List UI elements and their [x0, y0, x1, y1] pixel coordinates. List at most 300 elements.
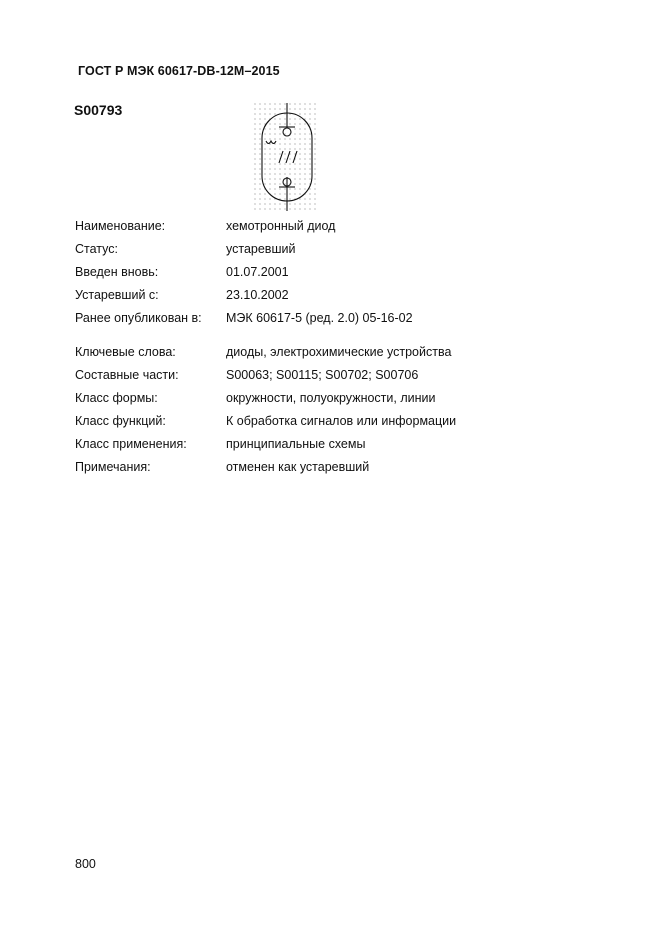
- grid-dot: [294, 138, 295, 139]
- grid-dot: [299, 178, 300, 179]
- grid-dot: [274, 173, 275, 174]
- grid-dot: [304, 198, 305, 199]
- grid-dot: [264, 178, 265, 179]
- grid-dot: [254, 188, 255, 189]
- grid-dot: [309, 113, 310, 114]
- grid-dot: [309, 108, 310, 109]
- grid-dot: [254, 168, 255, 169]
- grid-dot: [279, 148, 280, 149]
- grid-dot: [259, 103, 260, 104]
- grid-dot: [259, 208, 260, 209]
- grid-dot: [274, 163, 275, 164]
- grid-dot: [279, 143, 280, 144]
- grid-dot: [314, 138, 315, 139]
- grid-dot: [289, 123, 290, 124]
- grid-dot: [299, 193, 300, 194]
- field-value: 23.10.2002: [226, 288, 289, 302]
- grid-dot: [279, 208, 280, 209]
- grid-dot: [299, 103, 300, 104]
- grid-dot: [314, 183, 315, 184]
- grid-dots: [254, 103, 315, 209]
- field-label: Ранее опубликован в:: [75, 311, 202, 325]
- grid-dot: [304, 158, 305, 159]
- grid-dot: [264, 118, 265, 119]
- grid-dot: [289, 208, 290, 209]
- grid-dot: [264, 203, 265, 204]
- grid-dot: [294, 148, 295, 149]
- grid-dot: [304, 153, 305, 154]
- grid-dot: [294, 123, 295, 124]
- grid-dot: [254, 198, 255, 199]
- grid-dot: [304, 123, 305, 124]
- grid-dot: [314, 208, 315, 209]
- grid-dot: [264, 158, 265, 159]
- grid-dot: [264, 168, 265, 169]
- field-row: [75, 288, 595, 304]
- field-row: [75, 265, 595, 281]
- grid-dot: [289, 118, 290, 119]
- grid-dot: [309, 193, 310, 194]
- grid-dot: [269, 123, 270, 124]
- grid-dot: [254, 128, 255, 129]
- slash-1: [279, 151, 283, 163]
- grid-dot: [299, 123, 300, 124]
- grid-dot: [259, 188, 260, 189]
- grid-dot: [254, 193, 255, 194]
- grid-dot: [284, 203, 285, 204]
- field-value: S00063; S00115; S00702; S00706: [226, 368, 419, 382]
- grid-dot: [299, 163, 300, 164]
- grid-dot: [254, 203, 255, 204]
- grid-dot: [254, 183, 255, 184]
- field-label: Класс применения:: [75, 437, 187, 451]
- grid-dot: [254, 108, 255, 109]
- grid-dot: [274, 158, 275, 159]
- grid-dot: [309, 143, 310, 144]
- field-row: [75, 391, 595, 407]
- grid-dot: [274, 153, 275, 154]
- grid-dot: [269, 163, 270, 164]
- grid-dot: [254, 158, 255, 159]
- grid-dot: [314, 123, 315, 124]
- grid-dot: [284, 138, 285, 139]
- grid-dot: [299, 148, 300, 149]
- grid-dot: [299, 128, 300, 129]
- grid-dot: [304, 113, 305, 114]
- grid-dot: [314, 133, 315, 134]
- grid-dot: [294, 118, 295, 119]
- grid-dot: [294, 163, 295, 164]
- grid-dot: [284, 153, 285, 154]
- grid-dot: [264, 153, 265, 154]
- grid-dot: [254, 208, 255, 209]
- grid-dot: [254, 163, 255, 164]
- grid-dot: [314, 153, 315, 154]
- grid-dot: [269, 198, 270, 199]
- grid-dot: [274, 113, 275, 114]
- grid-dot: [314, 118, 315, 119]
- chemotronic-diode-symbol-icon: [252, 101, 322, 213]
- grid-dot: [299, 138, 300, 139]
- grid-dot: [259, 158, 260, 159]
- field-value: МЭК 60617-5 (ред. 2.0) 05-16-02: [226, 311, 413, 325]
- grid-dot: [284, 173, 285, 174]
- grid-dot: [279, 163, 280, 164]
- grid-dot: [254, 148, 255, 149]
- grid-dot: [294, 188, 295, 189]
- grid-dot: [294, 103, 295, 104]
- grid-dot: [289, 163, 290, 164]
- grid-dot: [259, 138, 260, 139]
- grid-dot: [279, 108, 280, 109]
- grid-dot: [289, 158, 290, 159]
- grid-dot: [279, 118, 280, 119]
- field-value: К обработка сигналов или информации: [226, 414, 457, 428]
- grid-dot: [299, 118, 300, 119]
- field-value: отменен как устаревший: [226, 460, 370, 474]
- grid-dot: [289, 103, 290, 104]
- grid-dot: [274, 128, 275, 129]
- grid-dot: [274, 138, 275, 139]
- grid-dot: [279, 203, 280, 204]
- grid-dot: [294, 108, 295, 109]
- grid-dot: [314, 203, 315, 204]
- grid-dot: [304, 168, 305, 169]
- grid-dot: [264, 208, 265, 209]
- grid-dot: [259, 118, 260, 119]
- grid-dot: [254, 153, 255, 154]
- grid-dot: [294, 183, 295, 184]
- grid-dot: [304, 148, 305, 149]
- field-label: Примечания:: [75, 460, 151, 474]
- grid-dot: [264, 143, 265, 144]
- field-label: Составные части:: [75, 368, 179, 382]
- grid-dot: [259, 143, 260, 144]
- grid-dot: [314, 188, 315, 189]
- grid-dot: [264, 138, 265, 139]
- grid-dot: [294, 168, 295, 169]
- grid-dot: [289, 188, 290, 189]
- grid-dot: [254, 103, 255, 104]
- field-label: Устаревший с:: [75, 288, 159, 302]
- grid-dot: [264, 108, 265, 109]
- field-value: 01.07.2001: [226, 265, 289, 279]
- field-row: [75, 242, 595, 258]
- grid-dot: [274, 178, 275, 179]
- grid-dot: [314, 198, 315, 199]
- grid-dot: [259, 193, 260, 194]
- grid-dot: [299, 183, 300, 184]
- grid-dot: [269, 128, 270, 129]
- grid-dot: [269, 138, 270, 139]
- grid-dot: [279, 123, 280, 124]
- grid-dot: [309, 188, 310, 189]
- wave-mark: [266, 141, 276, 144]
- grid-dot: [289, 143, 290, 144]
- grid-dot: [314, 128, 315, 129]
- grid-dot: [284, 103, 285, 104]
- grid-dot: [284, 123, 285, 124]
- grid-dot: [314, 158, 315, 159]
- grid-dot: [264, 133, 265, 134]
- grid-dot: [289, 173, 290, 174]
- grid-dot: [259, 198, 260, 199]
- page-number: 800: [75, 857, 96, 871]
- grid-dot: [304, 173, 305, 174]
- grid-dot: [269, 158, 270, 159]
- grid-dot: [259, 113, 260, 114]
- grid-dot: [304, 203, 305, 204]
- grid-dot: [314, 143, 315, 144]
- grid-dot: [279, 138, 280, 139]
- grid-dot: [279, 128, 280, 129]
- grid-dot: [284, 188, 285, 189]
- grid-dot: [264, 183, 265, 184]
- grid-dot: [309, 123, 310, 124]
- grid-dot: [304, 103, 305, 104]
- field-value: диоды, электрохимические устройства: [226, 345, 452, 359]
- grid-dot: [299, 208, 300, 209]
- grid-dot: [284, 143, 285, 144]
- grid-dot: [269, 133, 270, 134]
- slash-3: [293, 151, 297, 163]
- grid-dot: [259, 183, 260, 184]
- grid-dot: [279, 173, 280, 174]
- grid-dot: [284, 163, 285, 164]
- grid-dot: [284, 158, 285, 159]
- grid-dot: [294, 203, 295, 204]
- grid-dot: [294, 133, 295, 134]
- grid-dot: [269, 168, 270, 169]
- field-label: Ключевые слова:: [75, 345, 176, 359]
- grid-dot: [259, 153, 260, 154]
- grid-dot: [254, 173, 255, 174]
- grid-dot: [304, 178, 305, 179]
- grid-dot: [309, 148, 310, 149]
- grid-dot: [259, 163, 260, 164]
- grid-dot: [314, 163, 315, 164]
- grid-dot: [269, 188, 270, 189]
- grid-dot: [259, 168, 260, 169]
- grid-dot: [289, 108, 290, 109]
- grid-dot: [269, 113, 270, 114]
- grid-dot: [309, 153, 310, 154]
- grid-dot: [294, 143, 295, 144]
- grid-dot: [314, 113, 315, 114]
- grid-dot: [279, 168, 280, 169]
- field-value: устаревший: [226, 242, 296, 256]
- field-label: Статус:: [75, 242, 118, 256]
- grid-dot: [299, 143, 300, 144]
- grid-dot: [314, 173, 315, 174]
- grid-dot: [259, 123, 260, 124]
- field-row: [75, 311, 595, 327]
- grid-dot: [284, 148, 285, 149]
- field-label: Класс формы:: [75, 391, 158, 405]
- grid-dot: [264, 148, 265, 149]
- grid-dot: [269, 153, 270, 154]
- grid-dot: [269, 103, 270, 104]
- grid-dot: [254, 143, 255, 144]
- grid-dot: [294, 193, 295, 194]
- field-row: [75, 219, 595, 235]
- field-row: [75, 437, 595, 453]
- grid-dot: [304, 118, 305, 119]
- grid-dot: [284, 108, 285, 109]
- grid-dot: [264, 128, 265, 129]
- grid-dot: [279, 188, 280, 189]
- grid-dot: [269, 148, 270, 149]
- grid-dot: [309, 163, 310, 164]
- grid-dot: [254, 123, 255, 124]
- grid-dot: [274, 203, 275, 204]
- field-value: хемотронный диод: [226, 219, 336, 233]
- grid-dot: [294, 208, 295, 209]
- grid-dot: [299, 153, 300, 154]
- grid-dot: [269, 208, 270, 209]
- grid-dot: [259, 108, 260, 109]
- grid-dot: [259, 133, 260, 134]
- grid-dot: [309, 173, 310, 174]
- grid-dot: [304, 133, 305, 134]
- grid-dot: [274, 123, 275, 124]
- grid-dot: [309, 133, 310, 134]
- grid-dot: [269, 203, 270, 204]
- field-row: [75, 414, 595, 430]
- grid-dot: [309, 203, 310, 204]
- document-header: ГОСТ Р МЭК 60617-DB-12M–2015: [78, 64, 280, 78]
- grid-dot: [264, 193, 265, 194]
- grid-dot: [284, 193, 285, 194]
- grid-dot: [279, 153, 280, 154]
- grid-dot: [304, 128, 305, 129]
- grid-dot: [279, 178, 280, 179]
- grid-dot: [259, 178, 260, 179]
- grid-dot: [289, 168, 290, 169]
- grid-dot: [289, 148, 290, 149]
- slash-2: [286, 151, 290, 163]
- grid-dot: [284, 133, 285, 134]
- grid-dot: [254, 113, 255, 114]
- grid-dot: [274, 168, 275, 169]
- grid-dot: [269, 173, 270, 174]
- grid-dot: [299, 188, 300, 189]
- grid-dot: [279, 183, 280, 184]
- grid-dot: [304, 163, 305, 164]
- grid-dot: [299, 198, 300, 199]
- grid-dot: [294, 128, 295, 129]
- grid-dot: [264, 103, 265, 104]
- field-label: Наименование:: [75, 219, 166, 233]
- symbol-code: S00793: [74, 102, 123, 118]
- grid-dot: [259, 148, 260, 149]
- grid-dot: [309, 178, 310, 179]
- grid-dot: [259, 173, 260, 174]
- grid-dot: [309, 138, 310, 139]
- top-circle: [283, 128, 291, 136]
- grid-dot: [289, 198, 290, 199]
- grid-dot: [279, 133, 280, 134]
- grid-dot: [284, 118, 285, 119]
- grid-dot: [304, 208, 305, 209]
- grid-dot: [254, 178, 255, 179]
- grid-dot: [299, 113, 300, 114]
- grid-dot: [279, 103, 280, 104]
- grid-dot: [309, 168, 310, 169]
- grid-dot: [299, 108, 300, 109]
- grid-dot: [299, 158, 300, 159]
- grid-dot: [289, 138, 290, 139]
- grid-dot: [294, 178, 295, 179]
- grid-dot: [304, 108, 305, 109]
- grid-dot: [254, 133, 255, 134]
- grid-dot: [304, 143, 305, 144]
- grid-dot: [259, 128, 260, 129]
- grid-dot: [274, 193, 275, 194]
- grid-dot: [274, 208, 275, 209]
- grid-dot: [309, 118, 310, 119]
- grid-dot: [299, 203, 300, 204]
- field-label: Введен вновь:: [75, 265, 159, 279]
- grid-dot: [269, 183, 270, 184]
- grid-dot: [304, 183, 305, 184]
- grid-dot: [299, 133, 300, 134]
- grid-dot: [274, 188, 275, 189]
- grid-dot: [279, 193, 280, 194]
- field-value: принципиальные схемы: [226, 437, 366, 451]
- grid-dot: [299, 173, 300, 174]
- grid-dot: [309, 208, 310, 209]
- grid-dot: [269, 108, 270, 109]
- grid-dot: [314, 103, 315, 104]
- grid-dot: [264, 198, 265, 199]
- field-value: окружности, полуокружности, линии: [226, 391, 436, 405]
- grid-dot: [314, 193, 315, 194]
- grid-dot: [284, 198, 285, 199]
- field-row: [75, 345, 595, 361]
- grid-dot: [254, 118, 255, 119]
- field-row: [75, 460, 595, 476]
- grid-dot: [259, 203, 260, 204]
- grid-dot: [309, 198, 310, 199]
- grid-dot: [269, 178, 270, 179]
- grid-dot: [299, 168, 300, 169]
- grid-dot: [284, 208, 285, 209]
- grid-dot: [274, 148, 275, 149]
- grid-dot: [314, 148, 315, 149]
- grid-dot: [314, 178, 315, 179]
- grid-dot: [274, 133, 275, 134]
- grid-dot: [289, 193, 290, 194]
- grid-dot: [274, 183, 275, 184]
- grid-dot: [304, 188, 305, 189]
- grid-dot: [314, 108, 315, 109]
- grid-dot: [264, 163, 265, 164]
- grid-dot: [274, 118, 275, 119]
- grid-dot: [274, 108, 275, 109]
- grid-dot: [309, 103, 310, 104]
- field-row: [75, 368, 595, 384]
- grid-dot: [289, 203, 290, 204]
- grid-dot: [294, 173, 295, 174]
- grid-dot: [304, 138, 305, 139]
- grid-dot: [314, 168, 315, 169]
- grid-dot: [284, 183, 285, 184]
- field-label: Класс функций:: [75, 414, 166, 428]
- grid-dot: [264, 113, 265, 114]
- grid-dot: [284, 168, 285, 169]
- grid-dot: [254, 138, 255, 139]
